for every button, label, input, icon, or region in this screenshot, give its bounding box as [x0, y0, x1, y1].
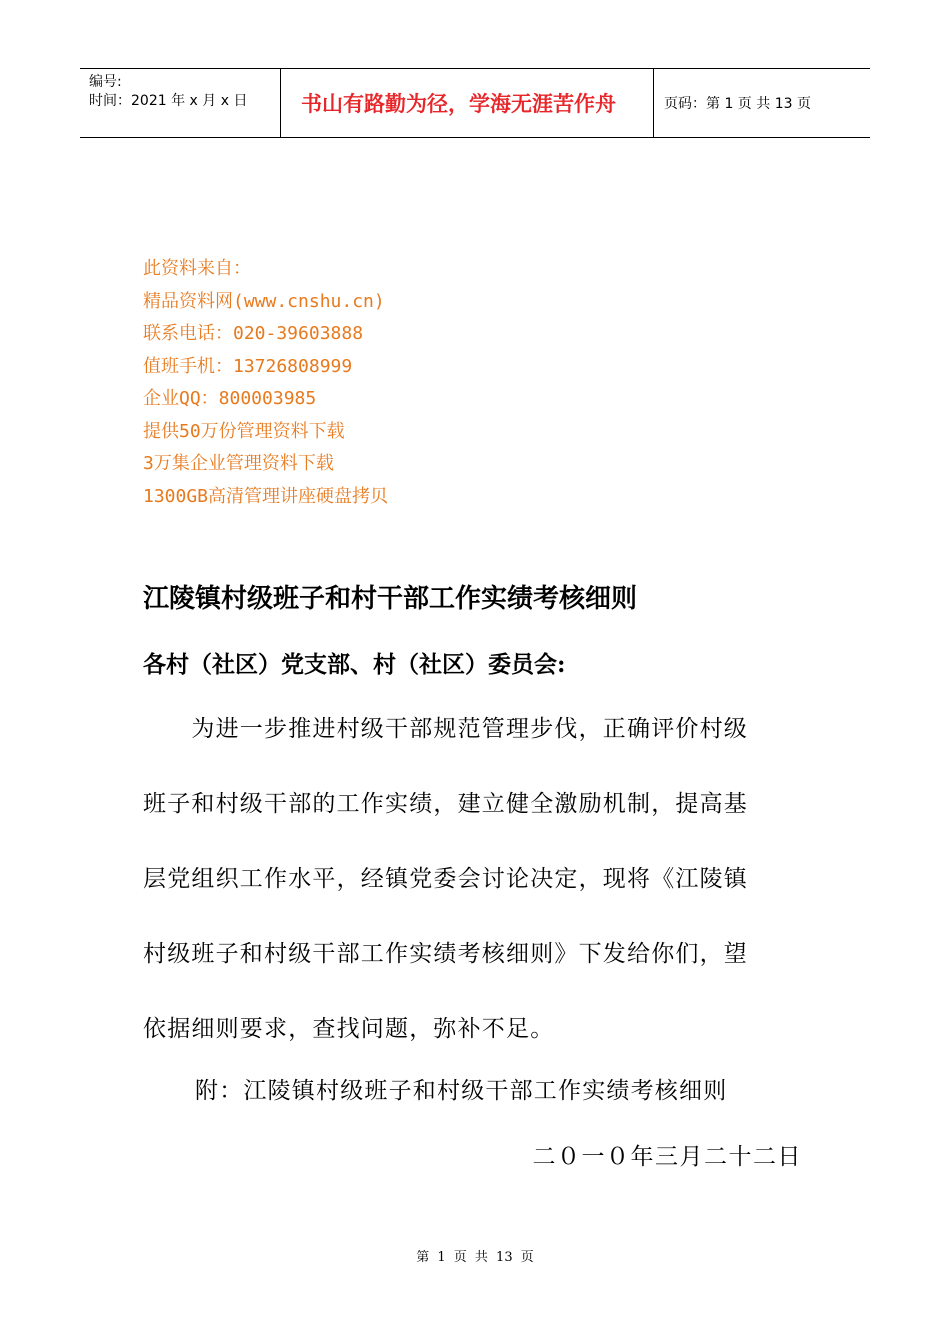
header-page-cell [654, 69, 870, 137]
document-title: 江陵镇村级班子和村干部工作实绩考核细则 [143, 584, 638, 614]
source-info-block [143, 253, 388, 513]
document-attachment: 附：江陵镇村级班子和村级干部工作实绩考核细则 [195, 1078, 728, 1104]
source-line: 值班手机：13726808999 [143, 355, 353, 377]
header-motto: 书山有路勤为径，学海无涯苦作舟 [301, 91, 616, 116]
document-number-label: 编号: [89, 74, 122, 90]
page-footer: 第 1 页 共 13 页 [416, 1250, 534, 1265]
body-line: 依据细则要求，查找问题，弥补不足。 [143, 1016, 555, 1042]
source-line: 联系电话：020-39603888 [143, 323, 364, 344]
document-time-label: 时间：2021 年 x 月 x 日 [89, 93, 248, 109]
document-salutation: 各村（社区）党支部、村（社区）委员会: [143, 651, 566, 678]
source-line: 提供50万份管理资料下载 [143, 420, 345, 442]
source-line: 1300GB高清管理讲座硬盘拷贝 [143, 485, 389, 507]
body-line: 为进一步推进村级干部规范管理步伐，正确评价村级 [143, 716, 748, 742]
body-line: 村级班子和村级干部工作实绩考核细则》下发给你们，望 [143, 941, 748, 967]
header-page-info: 页码：第 1 页 共 13 页 [664, 96, 811, 112]
document-date: 二０一０年三月二十二日 [532, 1144, 802, 1170]
source-line: 此资料来自： [143, 258, 251, 279]
header-motto-cell [281, 69, 654, 137]
source-line: 企业QQ：800003985 [143, 388, 317, 409]
document-header-table [80, 68, 870, 138]
body-line: 班子和村级干部的工作实绩，建立健全激励机制，提高基 [143, 791, 748, 817]
body-line: 层党组织工作水平，经镇党委会讨论决定，现将《江陵镇 [143, 866, 748, 892]
source-line: 3万集企业管理资料下载 [143, 453, 334, 474]
source-line: 精品资料网(www.cnshu.cn) [143, 290, 385, 312]
header-meta-cell [80, 69, 281, 137]
